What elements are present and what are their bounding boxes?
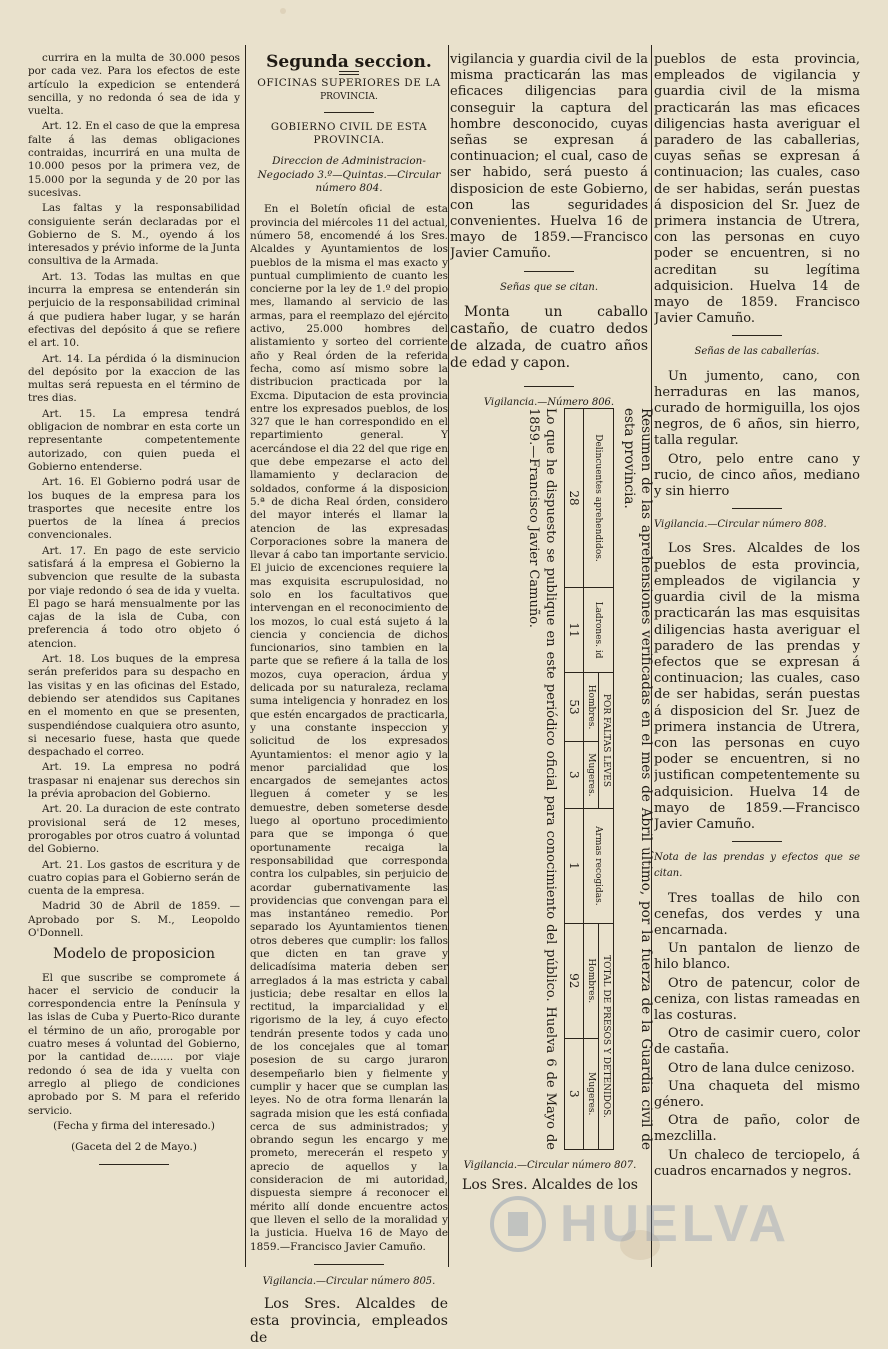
circular-start: Los Sres. Alcaldes de los xyxy=(462,1177,638,1193)
table-header: Mugeres. xyxy=(584,1038,599,1149)
rotated-table-block xyxy=(458,408,654,1150)
separator xyxy=(314,1264,384,1265)
table-cell: 11 xyxy=(565,588,584,673)
paragraph: Art. 21. Los gastos de escritura y de cuatro copias para el Gobierno serán de cuenta de la empresa. xyxy=(28,858,240,898)
table-cell: 28 xyxy=(565,409,584,588)
separator xyxy=(524,386,574,387)
table-header: Hombres. xyxy=(584,923,599,1038)
apprehensions-table xyxy=(564,408,614,1150)
section-title: Segunda seccion. xyxy=(266,52,432,72)
separator xyxy=(732,841,782,842)
offices-title: OFICINAS SUPERIORES DE LA xyxy=(257,77,441,90)
table-group-header: POR FALTAS LEVES xyxy=(599,673,614,809)
paragraph: Otro de casimir cuero, color de castaña. xyxy=(654,1026,860,1058)
separator xyxy=(524,271,574,272)
column-2 xyxy=(250,52,448,1349)
separator xyxy=(732,335,782,336)
senas-text: Monta un caballo castaño, de cuatro dedos de alzada, de cuatro años de edad y capon. xyxy=(450,303,648,371)
circular-body: En el Boletín oficial de esta provincia del miércoles 11 del actual, número 58, encomendé á los Sres. Alcaldes y Ayuntamientos de los pueblos de la misma el mas exacto y puntual cumplimiento de cuanto les concierne por la ley de 1.º del propio mes, llamando al servicio de las armas, para el reemplazo del ejército activo, 25.000 hombres del alistamiento y sorteo del corriente año y Real órden de la referida fecha, como así mismo sobre la distribucion practicada por la Excma. Diputacion de esta provincia entre los expresados pueblos, de los 327 que le han correspondido en el repartimiento general. Y acercándose el dia 22 del que rige en que debe empezarse el acto del llamamiento y declaracion de soldados, conforme á la disposicion 5.ª de dicha Real órden, considero del mayor interés el llamar la atencion de las expresadas Corporaciones sobre la manera de llevar á cabo tan importante servicio. El juicio de excenciones requiere la mas exquisita escrupulosidad, no solo en los facultativos que intervengan en el reconocimiento de los mozos, lo cual está sujeto á la ciencia y conciencia de dichos funcionarios, sino tambien en la parte que se refiere á la talla de los mozos, cuya operacion, árdua y delicada por su naturaleza, reclama suma inteligencia y honradez en los que estén encargados de practicarla, y una constante inspeccion y solicitud de los expresados Ayuntamientos: el menor agio y la menor parcialidad que los encargados de semejantes actos lleguen á cometer y se les demuestre, deben someterse desde luego al oportuno procedimiento para que se imponga ó que oportunamente recaiga la responsabilidad que corresponda contra los culpables, sin perjuicio de acordar gubernativamente las providencias que convengan para el mas instantáneo remedio. Por separado los Ayuntamientos tienen otros deberes que cumplir: los fallos que dicten en tan grave y delicadísima materia deben ser arreglados á la mas estricta y cabal justicia; debe resaltar en ellos la rectitud, la imparcialidad y el rigorismo de la ley, á cuyo efecto tendrán presente todos y cada uno de los concejales que al tomar posesion de su cargo juraron desempeñarlo bien y fielmente y cumplir y hacer que se cumplan las leyes. No de otra forma llenarán la sagrada mision que les está confiada cerca de sus administrados; y obrando segun les encargo y me prometo, merecerán el respeto y aprecio de aquellos y la consideracion de mi autoridad, dispuesta siempre á reconocer el mérito allí donde encuentre actos que lleven el sello de la moralidad y la justicia. Huelva 16 de Mayo de 1859.—Francisco Javier Camuño. xyxy=(250,203,448,1253)
paragraph: Art. 20. La duracion de este contrato provisional será de 12 meses, prorogables por otros cuatro á voluntad del Gobierno. xyxy=(28,803,240,856)
column-rule xyxy=(245,45,246,1267)
paragraph: Una chaqueta del mismo género. xyxy=(654,1078,860,1110)
table-footer: Lo que he dispuesto se publique en este periódico oficial para conocimiento del público. Huelva 6 de Mayo de 1859.—Francisco Javier Camuño. xyxy=(526,408,558,1150)
table-header: Hombres. xyxy=(584,673,599,742)
paragraph: Art. 17. En pago de este servicio satisfará á la empresa el Gobierno la subvencion que resulte de la subasta por viaje redondo ó sea de ida y vuelta. El pago se hará mensualmente por las cajas de la isla de Cuba, con preferencia á todo otro objeto ó atencion. xyxy=(28,544,240,650)
paragraph: Art. 13. Todas las multas en que incurra la empresa se entenderán sin perjuicio de la responsabilidad criminal á que pudiera haber lugar, y se harán efectivas del depósito á que se refiere el art. 10. xyxy=(28,270,240,350)
watermark-text: HUELVA xyxy=(560,1195,791,1253)
paragraph: Un chaleco de terciopelo, á cuadros encarnados y negros. xyxy=(654,1147,860,1179)
prendas-label: Nota de las prendas y efectos que se citan. xyxy=(654,852,860,880)
circular-label: Vigilancia.—Circular número 805. xyxy=(262,1275,436,1287)
paragraph: Art. 14. La pérdida ó la disminucion del depósito por la exaccion de las multas será repuesta en el término de tres dias. xyxy=(28,352,240,405)
table-label: Vigilancia.—Número 806. xyxy=(483,396,615,408)
paragraph: Art. 18. Los buques de la empresa serán preferidos para su despacho en las visitas y en las oficinas del Estado, debiendo ser atendidos sus Capitanes en el momento en que se presenten, suspendiéndose cualquiera otro asunto, si necesario fuese, hasta que quede despachado el correo. xyxy=(28,653,240,759)
circular-start: Los Sres. Alcaldes de esta provincia, empleados de xyxy=(250,1296,448,1347)
items-list xyxy=(654,891,860,1180)
model-text: El que suscribe se compromete á hacer el servicio de conducir la correspondencia entre la Península y las islas de Cuba y Puerto-Rico durante el término de un año, prorogable por cuatro meses á voluntad del Gobierno, por la cantidad de....... por viaje redondo ó sea de ida y vuelta con arreglo al pliego de condiciones aprobado por S. M para el referido servicio. xyxy=(28,971,240,1117)
table-cell: 92 xyxy=(565,923,584,1038)
table-header: Armas recogidas. xyxy=(584,808,614,923)
paragraph: Otro de patencur, color de ceniza, con listas rameadas en las costuras. xyxy=(654,975,860,1023)
circular-text: Los Sres. Alcaldes de los pueblos de esta provincia, empleados de vigilancia y guardia civil de la misma practicarán las mas esquisitas diligencias hasta averiguar el paradero de las prendas y efectos que se expresan á continuacion; las cuales, caso de ser habidas, serán puestas á disposicion del Sr. Juez de primera instancia de Utrera, con las personas en cuyo poder se encuentren, si no justifican competentemente su adquisicion. Huelva 14 de mayo de 1859.—Francisco Javier Camuño. xyxy=(654,541,860,832)
table-cell: 53 xyxy=(565,673,584,742)
theft-notice: pueblos de esta provincia, empleados de vigilancia y guardia civil de la misma practicarán las mas eficaces diligencias hasta averiguar el paradero de las caballerias, cuyas señas se expresan á continuacion; las cuales, caso de ser habidas, serán puestas á disposicion del Sr. Juez de primera instancia de Utrera, con las personas en cuyo poder se encuentren, si no acreditan su legítima adquisicion. Huelva 14 de mayo de 1859. Francisco Javier Camuño. xyxy=(654,52,860,327)
paragraph: Las faltas y la responsabilidad consiguiente serán declaradas por el Gobierno de S. M., oyendo á los interesados y prévio informe de la Junta consultiva de la Armada. xyxy=(28,202,240,268)
table-cell: 3 xyxy=(565,741,584,808)
separator xyxy=(732,508,782,509)
table-header: Mugeres. xyxy=(584,741,599,808)
animals-list xyxy=(654,369,860,501)
paragraph: Art. 19. La empresa no podrá traspasar ni enajenar sus derechos sin la prévia aprobacion del Gobierno. xyxy=(28,761,240,801)
archive-watermark xyxy=(488,1190,818,1260)
column-1 xyxy=(28,52,240,1175)
column-rule xyxy=(448,45,449,1267)
table-total-header: TOTAL DE PRESOS Y DETENIDOS. xyxy=(599,923,614,1149)
paragraph: Otra de paño, color de mezclilla. xyxy=(654,1113,860,1145)
table-row xyxy=(565,409,584,1150)
offices-subtitle: PROVINCIA. xyxy=(320,91,378,102)
paragraph: Art. 16. El Gobierno podrá usar de los buques de la empresa para los trasportes que necesite entre los puertos de la línea á precios convencionales. xyxy=(28,476,240,542)
paragraph: Art. 12. En el caso de que la empresa falte á las demas obligaciones contraidas, incurrirá en una multa de 10.000 pesos por la primera vez, de 15.000 por la segunda y de 20 por las sucesivas. xyxy=(28,120,240,199)
paragraph: currira en la multa de 30.000 pesos por cada vez. Para los efectos de este artículo la expedicion se entenderá sencilla, y no redonda ó sea de ida y vuelta. xyxy=(28,52,240,118)
paragraph: Otro, pelo entre cano y rucio, de cinco años, mediano y sin hierro xyxy=(654,451,860,500)
table-cell: 1 xyxy=(565,808,584,923)
separator xyxy=(99,1164,169,1165)
table-cell: 3 xyxy=(565,1038,584,1149)
decree-signature: Madrid 30 de Abril de 1859. — Aprobado por S. M., Leopoldo O'Donnell. xyxy=(28,900,240,939)
paragraph: Otro de lana dulce cenizoso. xyxy=(668,1060,855,1076)
table-title: Resumen de las aprehensiones verificadas en el mes de Abril último, por la fuerza de la Guardia civil de esta provincia. xyxy=(621,408,654,1150)
circular-header: Direccion de Administracion-Negociado 3.º—Quintas.—Circular número 804. xyxy=(257,155,441,195)
articles-list xyxy=(28,52,240,898)
paragraph: Art. 15. La empresa tendrá obligacion de nombrar en esta corte un representante competentemente autorizado, con quien pueda el Gobierno entenderse. xyxy=(28,407,240,473)
model-heading: Modelo de proposicion xyxy=(53,946,215,963)
senas-label: Señas que se citan. xyxy=(499,281,599,293)
paper-stain xyxy=(280,8,286,14)
paragraph: Un jumento, cano, con herraduras en las manos, curado de hormiguilla, los ojos negros, de 6 años, sin hierro, talla regular. xyxy=(654,368,860,449)
table-header: Delincuentes aprehendidos. xyxy=(584,409,614,588)
senas-label: Señas de las caballerías. xyxy=(694,346,820,358)
gov-title: GOBIERNO CIVIL DE ESTA PROVINCIA. xyxy=(270,120,428,147)
circular-label: Vigilancia.—Circular número 808. xyxy=(654,519,827,531)
signature-line: (Fecha y firma del interesado.) xyxy=(53,1119,215,1132)
circular-label: Vigilancia.—Circular número 807. xyxy=(463,1160,637,1171)
table-header: Ladrones. id xyxy=(584,588,614,673)
capture-notice: vigilancia y guardia civil de la misma practicarán las mas eficaces diligencias para conseguir la captura del hombre desconocido, cuyas señas se expresan á continuacion; el cual, caso de ser habido, será puesto á disposicion de este Gobierno, con las seguridades convenientes. Huelva 16 de mayo de 1859.—Francisco Javier Camuño. xyxy=(450,52,648,262)
source-note: (Gaceta del 2 de Mayo.) xyxy=(71,1141,197,1154)
paragraph: Tres toallas de hilo con cenefas, dos verdes y una encarnada. xyxy=(654,890,860,938)
paragraph: Un pantalon de lienzo de hilo blanco. xyxy=(654,941,860,973)
column-4 xyxy=(654,52,860,1182)
seal-icon xyxy=(488,1194,548,1254)
separator xyxy=(324,112,374,113)
